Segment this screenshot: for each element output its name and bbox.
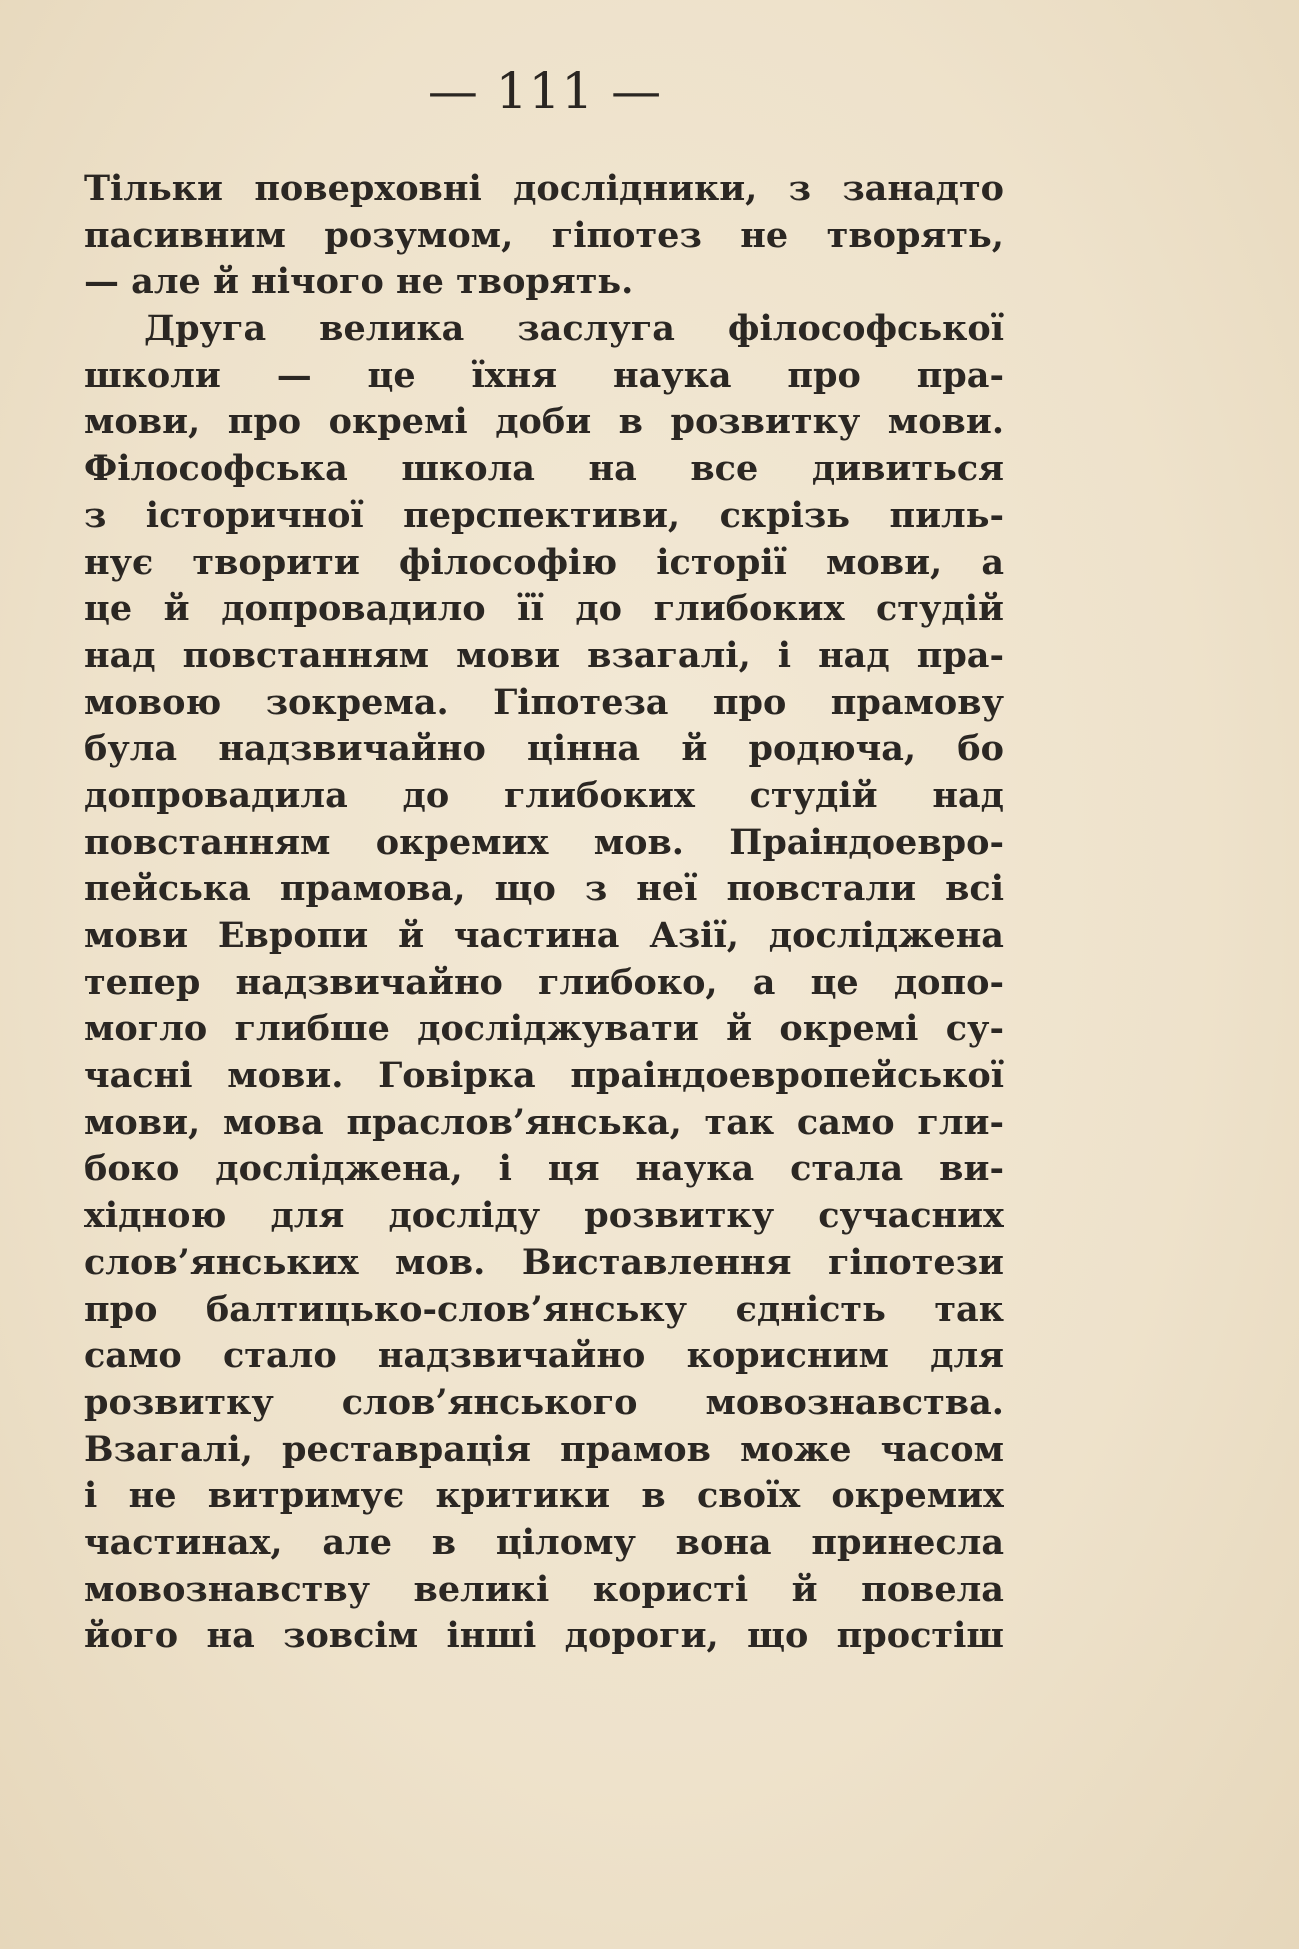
text-line: з історичної перспективи, скрізь пиль- [84, 494, 1004, 536]
text-line: слов’янських мов. Виставлення гіпотези [84, 1241, 1004, 1283]
text-line: мови Европи й частина Азії, досліджена [84, 915, 1004, 956]
text-line: Взагалі, реставрація прамов може часом [84, 1428, 1004, 1470]
text-line: мовознавству великі користі й повела [84, 1568, 1004, 1610]
text-line: частинах, але в цілому вона принесла [84, 1521, 1004, 1563]
text-line: про балтицько-слов’янську єдність так [84, 1288, 1004, 1330]
text-line: і не витримує критики в своїх окремих [84, 1475, 1004, 1517]
text-line: могло глибше досліджувати й окремі су- [84, 1008, 1004, 1050]
text-line: нує творити філософію історії мови, а [84, 541, 1004, 583]
text-line: повстанням окремих мов. Праіндоевро- [84, 821, 1004, 863]
text-line: пасивним розумом, гіпотез не творять, [84, 214, 1004, 256]
page-number: — 111 — [427, 62, 663, 120]
text-line: школи — це їхня наука про пра- [84, 354, 1004, 396]
text-line: допровадила до глибоких студій над [84, 774, 1004, 816]
text-line: Тільки поверховні дослідники, з занадто [84, 168, 1004, 209]
text-line: пейська прамова, що з неї повстали всі [84, 868, 1004, 910]
text-line: над повстанням мови взагалі, і над пра- [84, 634, 1004, 676]
text-line: Друга велика заслуга філософської [144, 308, 1004, 350]
text-line: його на зовсім інші дороги, що простіш [84, 1615, 1004, 1657]
text-line: боко досліджена, і ця наука стала ви- [84, 1148, 1004, 1190]
text-line: тепер надзвичайно глибоко, а це допо- [84, 961, 1004, 1003]
text-line: часні мови. Говірка праіндоевропейської [84, 1055, 1004, 1097]
text-line: Філософська школа на все дивиться [84, 448, 1004, 490]
text-line: мови, про окремі доби в розвитку мови. [84, 401, 1004, 443]
text-line: — але й нічого не творять. [84, 261, 634, 303]
text-line: само стало надзвичайно корисним для [84, 1335, 1004, 1377]
text-line: була надзвичайно цінна й родюча, бо [84, 728, 1004, 770]
text-line: мовою зокрема. Гіпотеза про прамову [84, 681, 1004, 723]
body-text [84, 166, 1004, 1660]
text-line: розвитку слов’янського мовознавства. [84, 1381, 1004, 1423]
text-line: це й допровадило її до глибоких студій [84, 588, 1004, 630]
text-line: мови, мова праслов’янська, так само гли- [84, 1101, 1004, 1143]
text-line: хідною для досліду розвитку сучасних [84, 1195, 1004, 1237]
